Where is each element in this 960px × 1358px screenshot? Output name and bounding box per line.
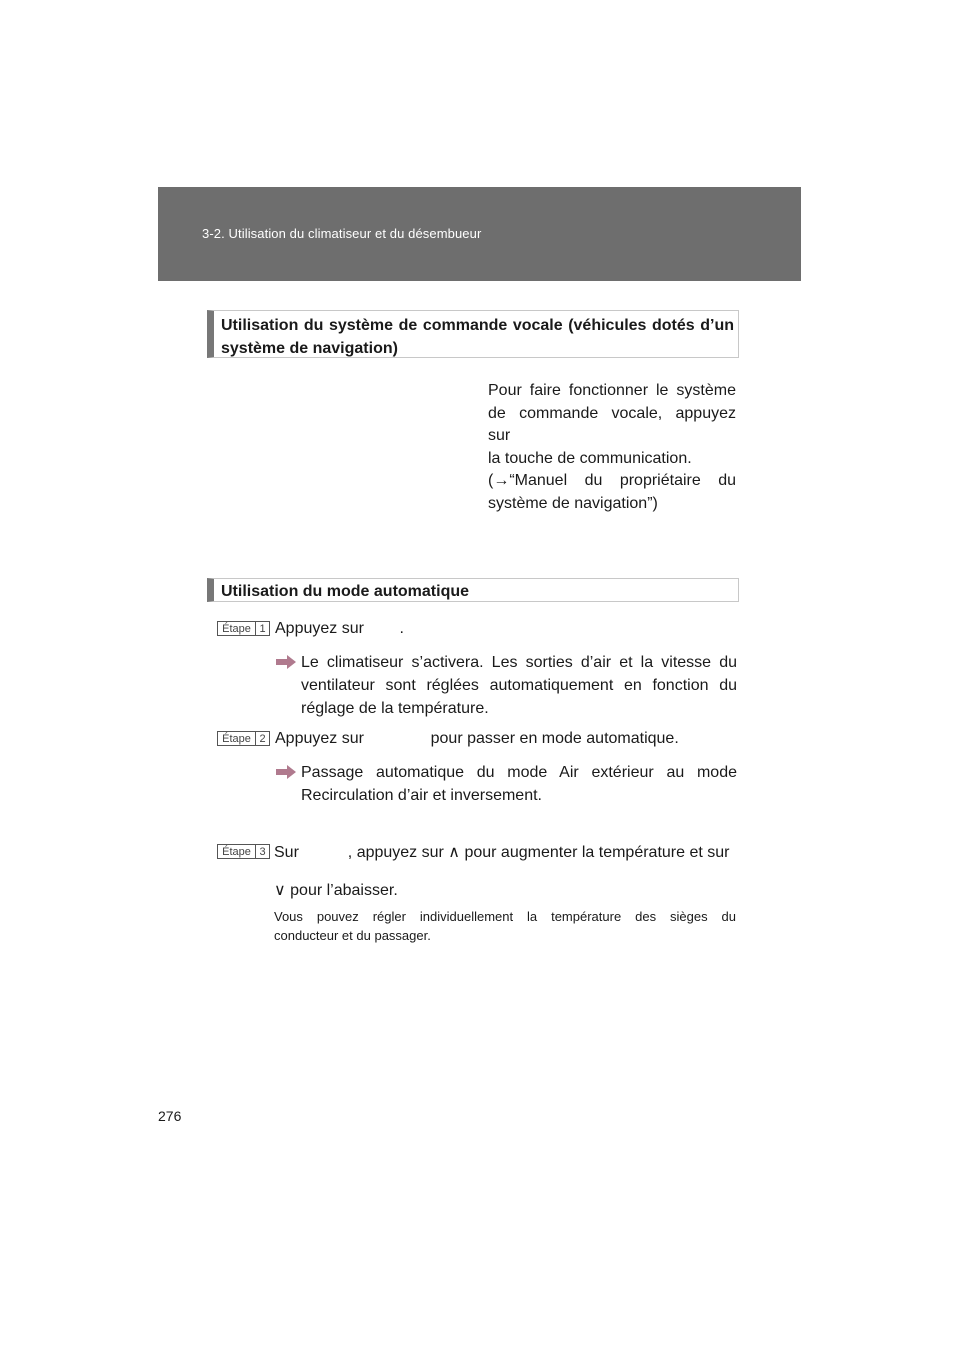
step-badge-number: 2	[259, 733, 266, 745]
step-badge-number: 3	[259, 846, 266, 858]
step-badge-2	[217, 731, 270, 746]
step-1-result-line: réglage de la température.	[301, 700, 489, 717]
step-3-text: Sur , appuyez sur ∧ pour augmenter la température et sur	[274, 844, 730, 861]
step-1-result	[301, 651, 737, 720]
chapter-title: 3-2. Utilisation du climatiseur et du désembueur	[202, 226, 482, 241]
voice-line-2: de commande vocale, appuyez sur	[488, 404, 736, 444]
step-2-result	[301, 761, 737, 807]
step-1-text: Appuyez sur .	[275, 620, 404, 637]
step-badge-label: Étape	[218, 622, 256, 635]
step-badge-label: Étape	[218, 732, 256, 745]
step-3-note-line: conducteur et du passager.	[274, 928, 431, 943]
section-heading-auto-mode: Utilisation du mode automatique	[207, 578, 739, 602]
step-2-result-line: Recirculation d’air et inversement.	[301, 787, 542, 804]
step-1-result-line: ventilateur sont réglées automatiquement en fonction du	[301, 677, 737, 694]
voice-line-1: Pour faire fonctionner le système	[488, 382, 736, 399]
result-arrow-icon	[276, 765, 296, 779]
step-badge-number: 1	[259, 623, 266, 635]
page-number: 276	[158, 1108, 182, 1124]
step-3-note-line: Vous pouvez régler individuellement la température des sièges du	[274, 909, 736, 924]
step-3-note	[274, 907, 736, 945]
chapter-header-band	[158, 187, 801, 281]
step-badge-label: Étape	[218, 845, 256, 858]
step-2-text: Appuyez sur pour passer en mode automatique.	[275, 730, 679, 747]
step-badge-3	[217, 844, 270, 859]
voice-line-4: (→“Manuel du propriétaire du	[488, 472, 736, 489]
result-arrow-icon	[276, 655, 296, 669]
step-3-text-line-2: ∨ pour l’abaisser.	[274, 882, 398, 899]
step-1-result-line: Le climatiseur s’activera. Les sorties d’air et la vitesse du	[301, 654, 737, 671]
step-badge-1	[217, 621, 270, 636]
section-heading-voice-command: Utilisation du système de commande vocale (véhicules dotés d’un système de navigation)	[207, 310, 739, 358]
voice-line-5: système de navigation”)	[488, 494, 658, 512]
voice-line-3: la touche de communication.	[488, 449, 692, 467]
voice-command-paragraph	[488, 380, 736, 515]
step-2-result-line: Passage automatique du mode Air extérieur au mode	[301, 764, 737, 781]
